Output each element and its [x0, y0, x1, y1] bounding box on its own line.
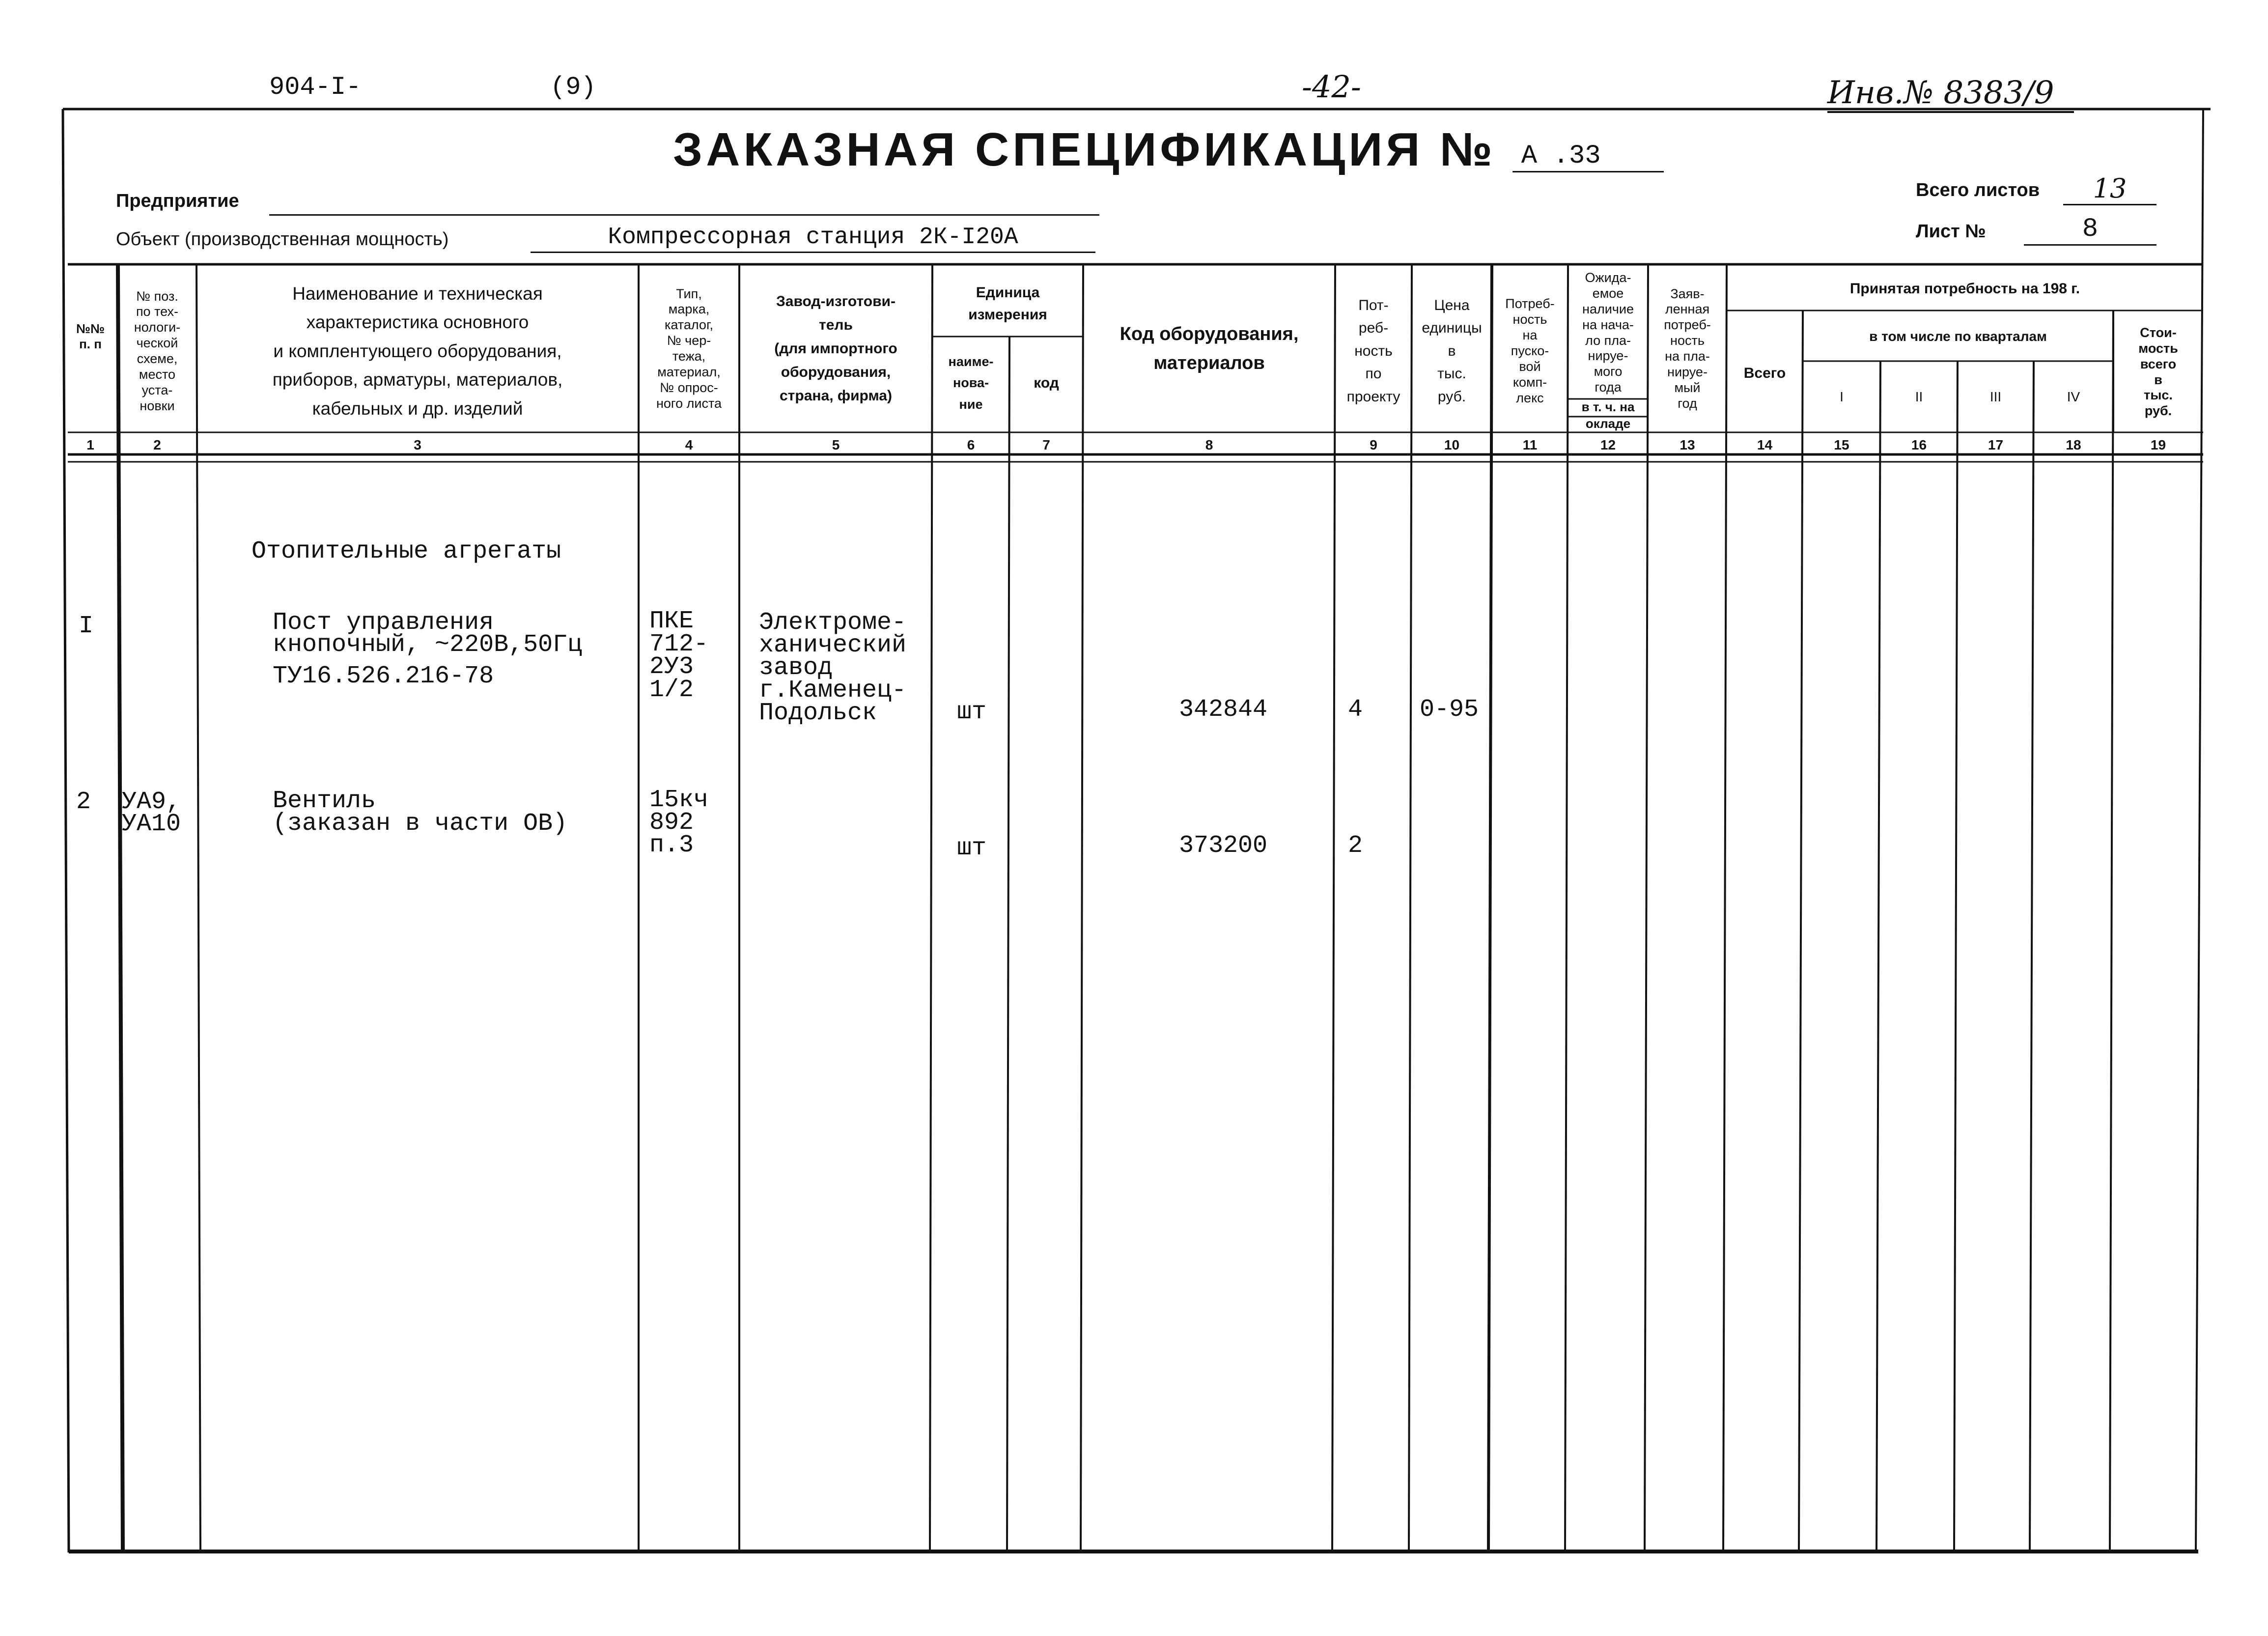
object-label: Объект (производственная мощность)	[116, 229, 449, 250]
item-position: УА9, УА10	[122, 788, 181, 838]
col-header-16: II	[1915, 389, 1923, 404]
sheet-no-field: 8	[2024, 214, 2156, 246]
item-tu: ТУ16.526.216-78	[273, 662, 494, 690]
col-header-17: III	[1989, 389, 2002, 404]
col-header-2: № поз. по тех- нологи- ческой схеме, место уста- новки	[134, 288, 181, 413]
row-number: I	[79, 612, 94, 640]
col-number: 18	[2066, 437, 2081, 452]
col-header-4: Тип, марка, каталог, № чер- тежа, материал, № опрос- ного листа	[656, 286, 722, 411]
col-number: 17	[1988, 437, 2004, 452]
col-header-19: Стои- мость всего в тыс. руб.	[2138, 325, 2178, 419]
col-number: 1	[86, 437, 94, 452]
sheets-total-label: Всего листов	[1916, 180, 2040, 200]
col-header-13: Заяв- ленная потреб- ность на пла- нируе- мый год	[1664, 286, 1711, 411]
col-number: 2	[153, 437, 161, 452]
form-title-text: ЗАКАЗНАЯ СПЕЦИФИКАЦИЯ №	[673, 123, 1496, 176]
col-header-14: Всего	[1743, 365, 1786, 382]
item-name: Пост управления кнопочный, ~220В,50Гц	[273, 609, 583, 659]
col-number: 14	[1757, 437, 1773, 452]
col-header-15: I	[1840, 389, 1844, 404]
item-maker: Электроме- ханический завод г.Каменец- Подольск	[759, 609, 907, 727]
col-header-10: Цена единицы в тыс. руб.	[1422, 297, 1482, 405]
col-number: 4	[685, 437, 693, 452]
enterprise-label: Предприятие	[116, 191, 239, 211]
col-header-11: Потреб- ность на пуско- вой комп- лекс	[1505, 296, 1555, 405]
col-number: 8	[1205, 437, 1213, 452]
item-type: 15кч 892 п.3	[649, 786, 709, 859]
sheet-no-label: Лист №	[1916, 221, 1986, 242]
col-number: 7	[1042, 437, 1050, 452]
col-header-7: код	[1034, 375, 1059, 392]
item-code: 342844	[1179, 696, 1268, 724]
page-number: -42-	[1302, 69, 1361, 105]
item-price: 0-95	[1420, 696, 1479, 724]
col-header-18: IV	[2067, 389, 2080, 404]
item-type: ПКЕ 712- 2У3 1/2	[649, 607, 709, 704]
col-number: 10	[1444, 437, 1460, 452]
spec-number: А .33	[1512, 141, 1664, 172]
col-number: 9	[1370, 437, 1377, 452]
col-header-14-19: Принятая потребность на 198 г.	[1849, 281, 2080, 297]
col-number: 16	[1911, 437, 1927, 452]
col-number: 12	[1600, 437, 1616, 452]
col-header-5: Завод-изготови- тель (для импортного оборудования, страна, фирма)	[774, 293, 897, 404]
object-field: Компрессорная станция 2К-I20А	[531, 224, 1095, 253]
col-header-unit: Единица измерения	[968, 284, 1047, 323]
sheets-total-field: 13	[2063, 173, 2156, 205]
col-header-12-sub: в т. ч. на окладе	[1581, 399, 1635, 431]
col-header-9: Пот- реб- ность по проекту	[1346, 297, 1400, 405]
col-header-1: №№ п. п	[76, 321, 105, 351]
col-number: 11	[1522, 437, 1538, 452]
col-header-3: Наименование и техническая характеристика основного и комплентующего оборудования, приборов, арматуры, материалов, кабельных и др. изделий	[272, 283, 563, 419]
col-number: 5	[832, 437, 840, 452]
col-number: 3	[414, 437, 421, 452]
col-number: 15	[1834, 437, 1849, 452]
item-qty: 2	[1348, 832, 1363, 860]
col-header-6: наиме- нова- ние	[948, 354, 994, 412]
col-number: 13	[1680, 437, 1695, 452]
part-number: (9)	[550, 73, 596, 102]
item-unit: шт	[957, 834, 987, 862]
col-header-12: Ожида- емое наличие на нача- ло пла- нируе- мого года	[1582, 270, 1634, 395]
series-code: 904-I-	[269, 73, 362, 102]
item-name: Вентиль (заказан в части ОВ)	[273, 787, 568, 838]
item-code: 373200	[1179, 832, 1268, 860]
section-title: Отопительные агрегаты	[252, 537, 561, 565]
col-number: 6	[967, 437, 975, 452]
col-header-8: Код оборудования, материалов	[1120, 324, 1299, 373]
item-qty: 4	[1348, 696, 1363, 724]
inventory-number: Инв.№ 8383/9	[1827, 75, 2074, 113]
col-number: 19	[2150, 437, 2166, 452]
row-number: 2	[76, 788, 91, 816]
item-unit: шт	[957, 698, 987, 726]
col-header-15-18: в том числе по кварталам	[1869, 329, 2047, 344]
